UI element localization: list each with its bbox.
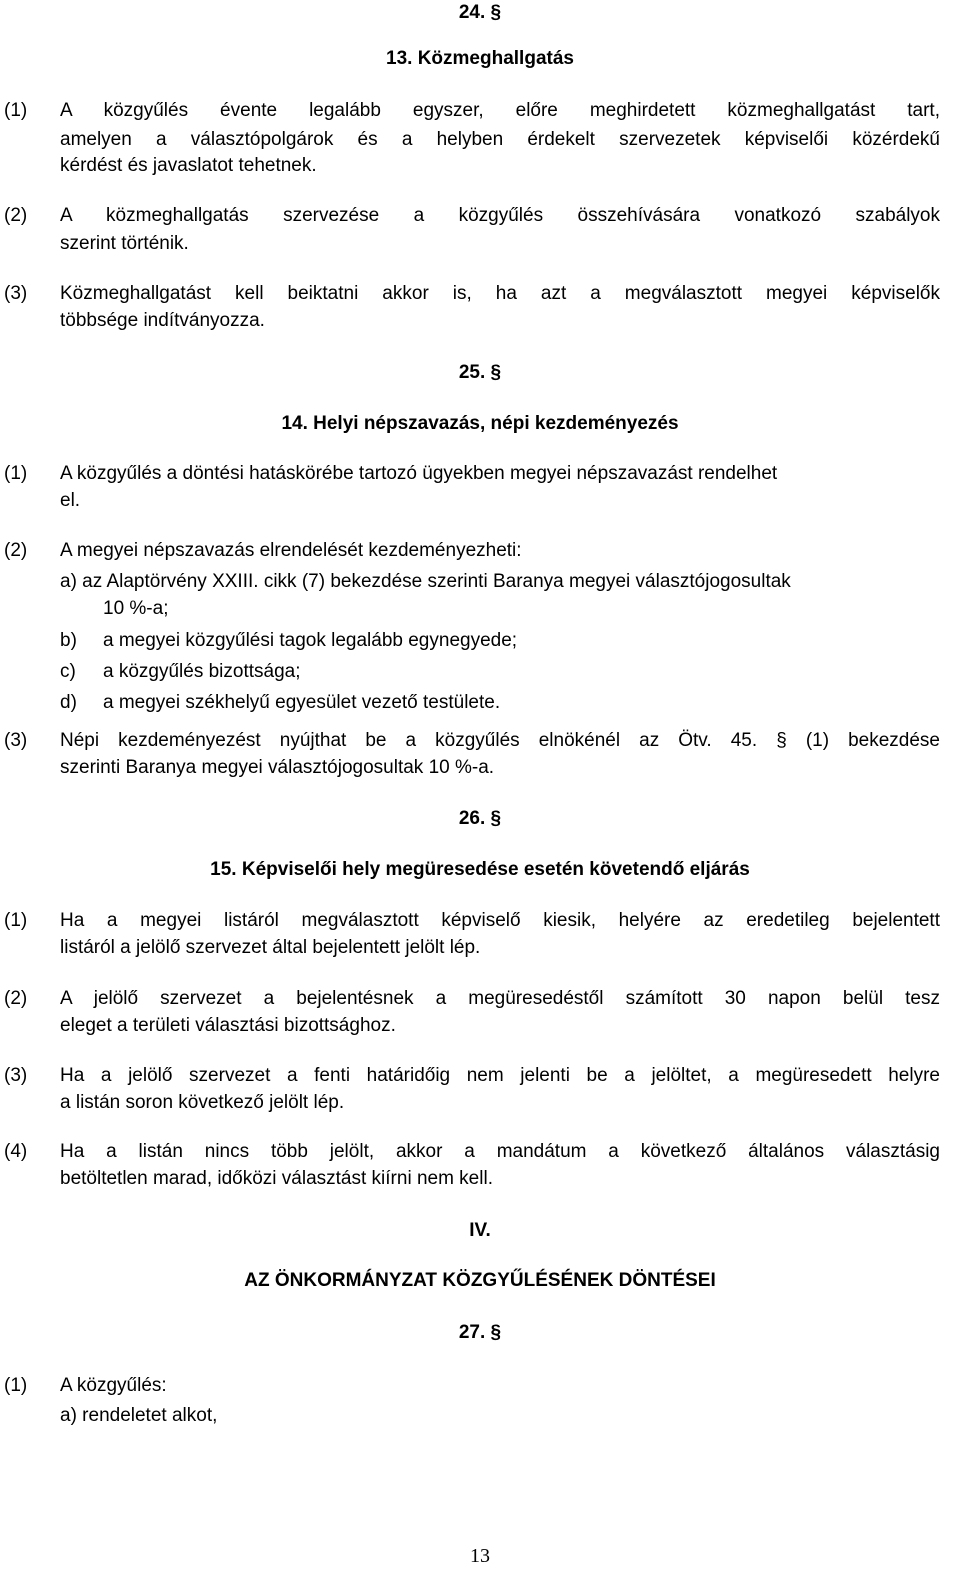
paragraph-number: (1) [4,463,28,484]
paragraph-line: Ha a jelölő szervezet a fenti határidőig nem jelenti be a jelöltet, a megüresedett helyre [60,1065,940,1086]
list-item-d: a megyei székhelyű egyesület vezető testülete. [103,692,501,713]
section-number-25: 25. § [458,362,502,383]
list-item-a: a) rendeletet alkot, [60,1405,218,1426]
paragraph-number: (3) [4,1065,28,1086]
section-title-13: 13. Közmeghallgatás [386,48,574,69]
paragraph-line: Közmeghallgatást kell beiktatni akkor is, ha azt a megválasztott megyei képviselők [60,283,940,304]
paragraph-line: betöltetlen marad, időközi választást kiírni nem kell. [60,1168,493,1189]
list-item-c: a közgyűlés bizottsága; [103,661,301,682]
paragraph-line: Népi kezdeményezést nyújthat be a közgyűlés elnökénél az Ötv. 45. § (1) bekezdése [60,730,940,751]
section-title-15: 15. Képviselői hely megüresedése esetén követendő eljárás [210,859,750,880]
paragraph-number: (2) [4,988,28,1009]
paragraph-line: Ha a listán nincs több jelölt, akkor a mandátum a következő általános választásig [60,1141,940,1162]
paragraph-line: szerint történik. [60,233,189,254]
paragraph-line: A közgyűlés évente legalább egyszer, előre meghirdetett közmeghallgatást tart, [60,100,940,121]
paragraph-line: amelyen a választópolgárok és a helyben érdekelt szervezetek képviselői közérdekű [60,129,940,150]
section-number-27: 27. § [458,1322,502,1343]
paragraph-number: (3) [4,283,28,304]
paragraph-line: el. [60,490,81,511]
section-number-26: 26. § [458,808,502,829]
paragraph-line: Ha a megyei listáról megválasztott képviselő kiesik, helyére az eredetileg bejelentett [60,910,940,931]
paragraph-number: (3) [4,730,28,751]
chapter-number: IV. [469,1220,491,1241]
paragraph-line: listáról a jelölő szervezet által bejelentett jelölt lép. [60,937,481,958]
section-number-24: 24. § [458,2,502,23]
paragraph-number: (1) [4,910,28,931]
list-item-a: a) az Alaptörvény XXIII. cikk (7) bekezdése szerinti Baranya megyei választójogosultak [60,571,791,592]
list-item-b: a megyei közgyűlési tagok legalább egynegyede; [103,630,518,651]
paragraph-number: (2) [4,205,28,226]
paragraph-line: szerinti Baranya megyei választójogosultak 10 %-a. [60,757,495,778]
section-title-14: 14. Helyi népszavazás, népi kezdeményezés [281,413,679,434]
paragraph-line: A közgyűlés a döntési hatáskörébe tartozó ügyekben megyei népszavazást rendelhet [60,463,778,484]
paragraph-line: A megyei népszavazás elrendelését kezdeményezheti: [60,540,522,561]
paragraph-number: (4) [4,1141,28,1162]
paragraph-number: (2) [4,540,28,561]
paragraph-line: A jelölő szervezet a bejelentésnek a megüresedéstől számított 30 napon belül tesz [60,988,940,1009]
paragraph-line: a listán soron következő jelölt lép. [60,1092,345,1113]
paragraph-line: kérdést és javaslatot tehetnek. [60,155,317,176]
paragraph-line: eleget a területi választási bizottsághoz. [60,1015,396,1036]
paragraph-number: (1) [4,1375,28,1396]
chapter-title: AZ ÖNKORMÁNYZAT KÖZGYŰLÉSÉNEK DÖNTÉSEI [244,1270,716,1291]
list-marker-b: b) [60,630,77,651]
list-marker-c: c) [60,661,76,682]
paragraph-line: A közgyűlés: [60,1375,167,1396]
paragraph-line: többsége indítványozza. [60,310,265,331]
paragraph-line: A közmeghallgatás szervezése a közgyűlés összehívására vonatkozó szabályok [60,205,940,226]
paragraph-number: (1) [4,100,28,121]
list-marker-d: d) [60,692,77,713]
page-number: 13 [470,1545,490,1567]
list-item-a-continued: 10 %-a; [103,598,169,619]
